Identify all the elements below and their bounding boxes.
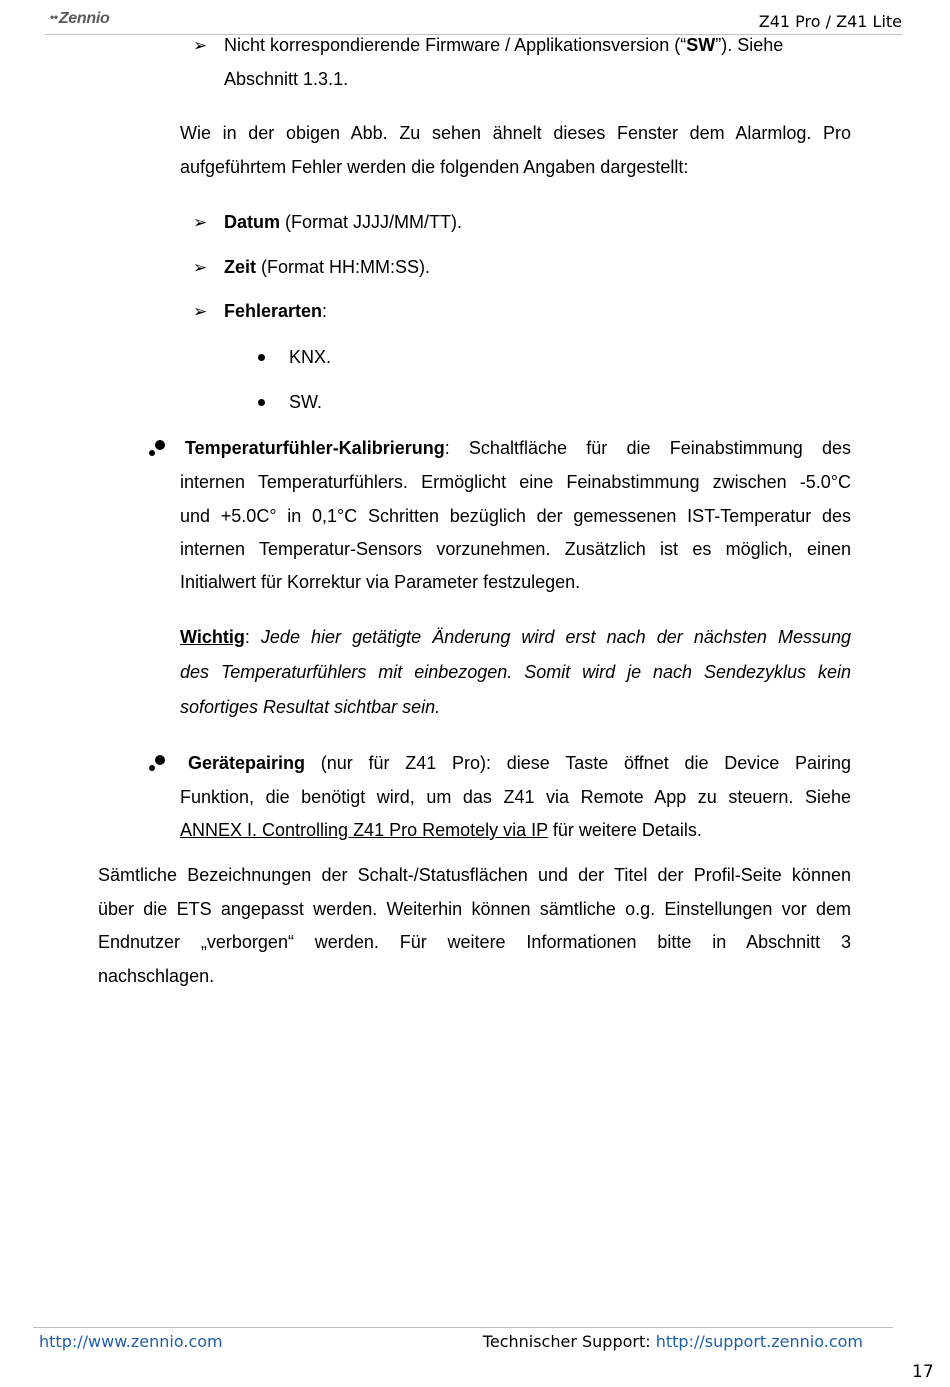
important-line1: Wichtig: Jede hier getätigte Änderung wird erst nach der nächsten Messung xyxy=(180,627,851,647)
important-line2: des Temperaturfühlers mit einbezogen. Somit wird je nach Sendezyklus kein xyxy=(180,662,851,682)
final-line3: Endnutzer „verborgen“ werden. Für weitere Informationen bitte in Abschnitt 3 xyxy=(98,932,851,952)
page-number: 17 xyxy=(912,1362,934,1382)
list-item-fehlerarten: Fehlerarten: xyxy=(224,301,328,321)
zennio-logo: ••Zennio xyxy=(50,10,110,27)
important-line3: sofortiges Resultat sichtbar sein. xyxy=(180,697,441,717)
arrow-bullet-icon: ➢ xyxy=(193,302,208,321)
intro-item-line1: Nicht korrespondierende Firmware / Applikationsversion (“SW”). Siehe xyxy=(224,35,784,55)
calibration-line5: Initialwert für Korrektur via Parameter festzulegen. xyxy=(180,572,581,592)
bullet-dot-icon xyxy=(258,354,265,361)
calibration-line1: Temperaturfühler-Kalibrierung: Schaltfläche für die Feinabstimmung des xyxy=(185,438,851,458)
intro-item-line2: Abschnitt 1.3.1. xyxy=(224,69,349,89)
page-footer xyxy=(33,1327,893,1358)
calibration-line4: internen Temperatur-Sensors vorzunehmen. Zusätzlich ist es möglich, einen xyxy=(180,539,851,559)
calibration-line3: und +5.0C° in 0,1°C Schritten bezüglich der gemessenen IST-Temperatur des xyxy=(180,506,851,526)
support-link[interactable]: http://support.zennio.com xyxy=(655,1332,863,1351)
final-line4: nachschlagen. xyxy=(98,966,215,986)
calibration-line2: internen Temperaturfühlers. Ermöglicht eine Feinabstimmung zwischen -5.0°C xyxy=(180,472,851,492)
website-link[interactable]: http://www.zennio.com xyxy=(39,1332,223,1351)
pairing-line2: Funktion, die benötigt wird, um das Z41 via Remote App zu steuern. Siehe xyxy=(180,787,851,807)
document-title: Z41 Pro / Z41 Lite xyxy=(758,12,902,31)
annex-link[interactable]: ANNEX I. Controlling Z41 Pro Remotely via IP xyxy=(180,820,548,840)
arrow-bullet-icon: ➢ xyxy=(193,36,208,55)
sublist-item-sw: SW. xyxy=(289,392,323,412)
final-line1: Sämtliche Bezeichnungen der Schalt-/Statusflächen und der Titel der Profil-Seite können xyxy=(98,865,851,885)
arrow-bullet-icon: ➢ xyxy=(193,258,208,277)
final-line2: über die ETS angepasst werden. Weiterhin können sämtliche o.g. Einstellungen vor dem xyxy=(98,899,851,919)
para1-line2: aufgeführtem Fehler werden die folgenden Angaben dargestellt: xyxy=(180,157,689,177)
bullet-dot-icon xyxy=(258,399,265,406)
sublist-item-knx: KNX. xyxy=(289,347,332,367)
pairing-line1: Gerätepairing (nur für Z41 Pro): diese Taste öffnet die Device Pairing xyxy=(188,753,851,773)
para1-line1: Wie in der obigen Abb. Zu sehen ähnelt dieses Fenster dem Alarmlog. Pro xyxy=(180,123,851,143)
pairing-line3: ANNEX I. Controlling Z41 Pro Remotely via IP für weitere Details. xyxy=(180,820,702,840)
round-bullet-icon xyxy=(149,440,165,456)
list-item-datum: Datum (Format JJJJ/MM/TT). xyxy=(224,212,462,232)
round-bullet-icon xyxy=(149,755,165,771)
arrow-bullet-icon: ➢ xyxy=(193,213,208,232)
support-info: Technischer Support: http://support.zennio.com xyxy=(482,1332,863,1351)
list-item-zeit: Zeit (Format HH:MM:SS). xyxy=(224,257,431,277)
